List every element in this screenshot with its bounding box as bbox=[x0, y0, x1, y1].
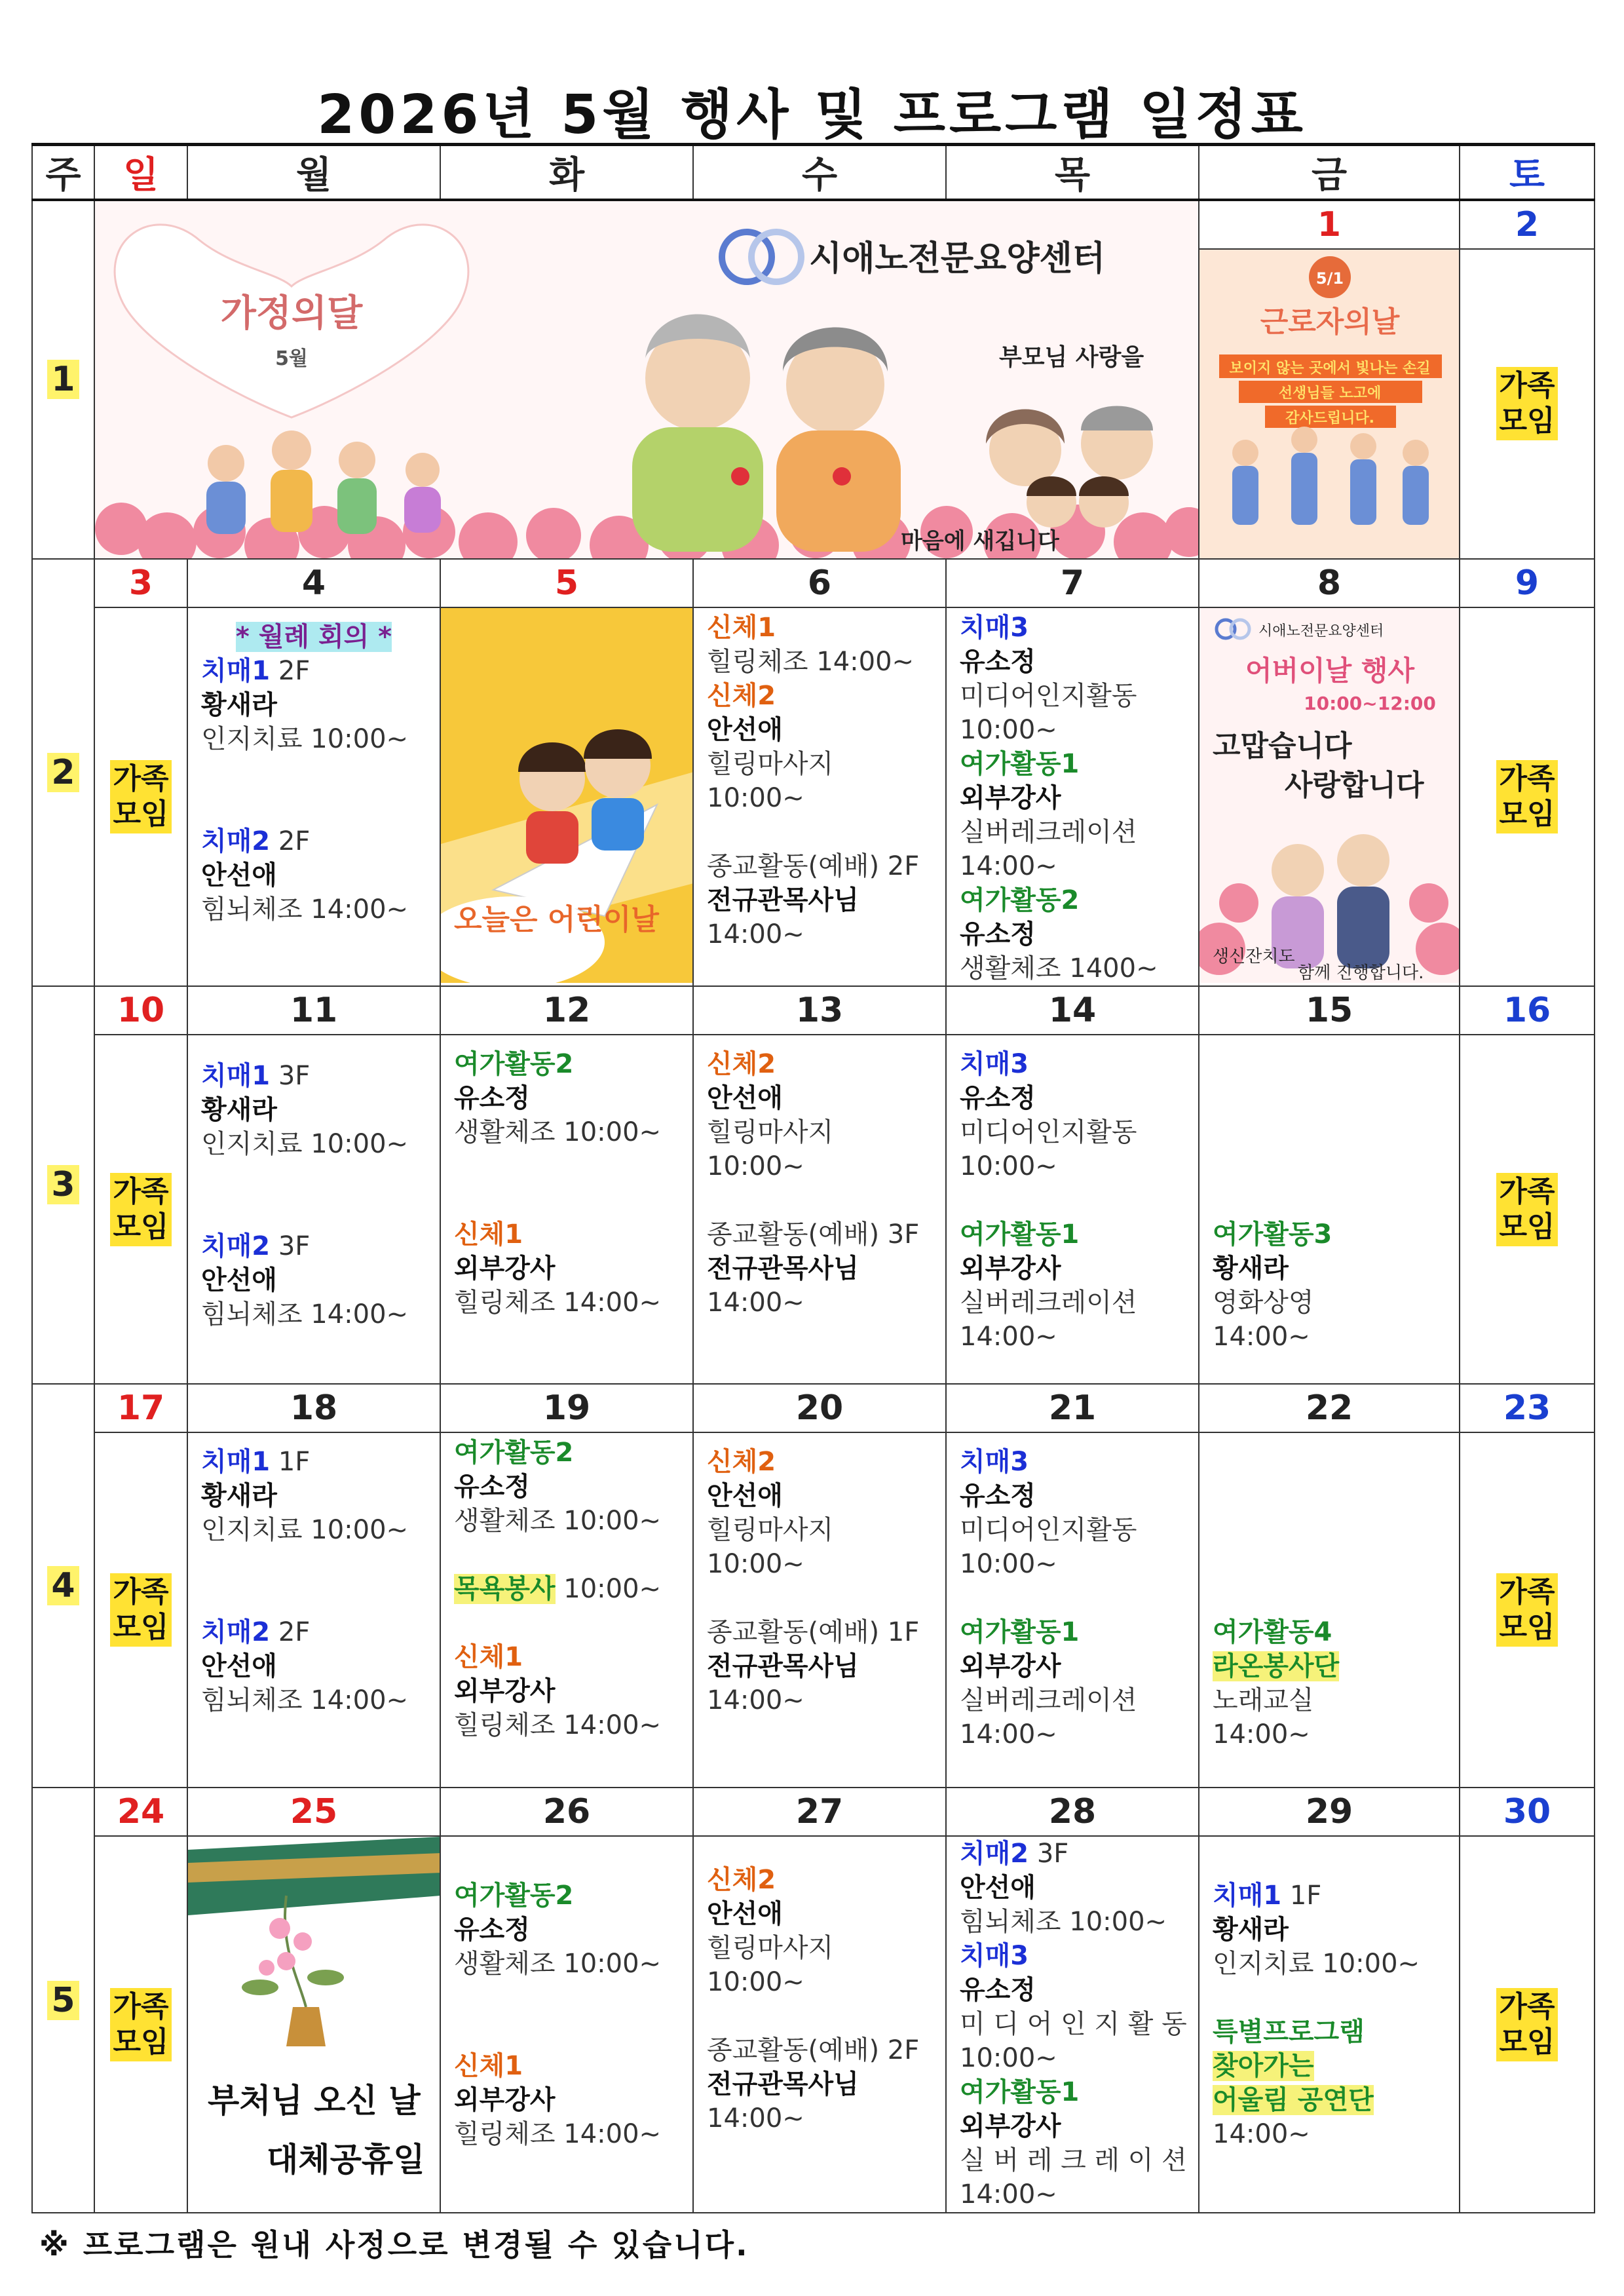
schedule-may-14: 치매3 유소정 미디어인지활동 10:00~ 여가활동1 외부강사 실버레크레이션 14:00~ bbox=[946, 1035, 1199, 1384]
parents-day-poster bbox=[1199, 608, 1459, 986]
week-number-3: 3 bbox=[32, 986, 94, 1384]
date-may-4: 4 bbox=[187, 559, 440, 607]
date-may-7: 7 bbox=[946, 559, 1199, 607]
weekday-header-row bbox=[32, 145, 1595, 201]
week-number-4: 4 bbox=[32, 1384, 94, 1788]
svg-text:마음에 새깁니다: 마음에 새깁니다 bbox=[901, 528, 1059, 555]
labor-day-poster bbox=[1199, 250, 1459, 558]
date-may-18: 18 bbox=[187, 1384, 440, 1432]
svg-text:어버이날 행사: 어버이날 행사 bbox=[1245, 654, 1415, 687]
buddha-birthday-cell bbox=[187, 1836, 440, 2213]
schedule-may-26: 여가활동2 유소정 생활체조 10:00~ 신체1 외부강사 힐링체조 14:00~ bbox=[440, 1836, 693, 2213]
schedule-may-21: 치매3 유소정 미디어인지활동 10:00~ 여가활동1 외부강사 실버레크레이션 14:00~ bbox=[946, 1432, 1199, 1788]
date-may-8: 8 bbox=[1199, 559, 1460, 607]
family-gathering-w2-sun: 가족 모임 bbox=[94, 607, 187, 987]
schedule-may-20: 신체2 안선애 힐링마사지 10:00~ 종교활동(예배) 1F 전규관목사님 14:00~ bbox=[693, 1432, 946, 1788]
week-number-2: 2 bbox=[32, 559, 94, 987]
raon-volunteer-label: 라온봉사단 bbox=[1213, 1651, 1340, 1681]
date-may-16: 16 bbox=[1460, 986, 1595, 1035]
schedule-may-4: * 월례 회의 * 치매1 2F 황새라 인지치료 10:00~ 치매2 2F 안선애 힘뇌체조 14:00~ bbox=[187, 607, 440, 987]
date-may-5: 5 bbox=[440, 559, 693, 607]
family-gathering-w2-sat: 가족 모임 bbox=[1460, 607, 1595, 987]
footer-note: ※ 프로그램은 원내 사정으로 변경될 수 있습니다. bbox=[39, 2227, 749, 2263]
banner-artwork bbox=[95, 201, 1198, 558]
date-may-6: 6 bbox=[693, 559, 946, 607]
svg-text:감사드립니다.: 감사드립니다. bbox=[1285, 410, 1374, 427]
week1-date-row bbox=[32, 200, 1595, 249]
svg-text:근로자의날: 근로자의날 bbox=[1260, 305, 1400, 339]
date-may-12: 12 bbox=[440, 986, 693, 1035]
date-may-24: 24 bbox=[94, 1788, 187, 1836]
svg-text:고맙습니다: 고맙습니다 bbox=[1213, 729, 1352, 763]
schedule-may-11: 치매1 3F 황새라 인지치료 10:00~ 치매2 3F 안선애 힘뇌체조 14:00~ bbox=[187, 1035, 440, 1384]
header-tue: 화 bbox=[440, 145, 693, 201]
header-mon: 월 bbox=[187, 145, 440, 201]
svg-text:오늘은 어린이날: 오늘은 어린이날 bbox=[454, 902, 659, 936]
svg-text:함께 진행합니다.: 함께 진행합니다. bbox=[1298, 963, 1424, 983]
family-gathering-w5-sat: 가족 모임 bbox=[1460, 1836, 1595, 2213]
date-may-17: 17 bbox=[94, 1384, 187, 1432]
parents-day-cell bbox=[1199, 607, 1460, 987]
svg-text:생신잔치도: 생신잔치도 bbox=[1213, 946, 1295, 966]
svg-text:선생님들 노고에: 선생님들 노고에 bbox=[1278, 385, 1382, 402]
family-gathering-w3-sun: 가족 모임 bbox=[94, 1035, 187, 1384]
svg-text:부처님 오신 날: 부처님 오신 날 bbox=[208, 2081, 421, 2120]
svg-text:시애노전문요양센터: 시애노전문요양센터 bbox=[809, 239, 1106, 279]
labor-day-cell bbox=[1199, 249, 1460, 558]
schedule-may-12: 여가활동2 유소정 생활체조 10:00~ 신체1 외부강사 힐링체조 14:00~ bbox=[440, 1035, 693, 1384]
date-may-3: 3 bbox=[94, 559, 187, 607]
date-may-10: 10 bbox=[94, 986, 187, 1035]
schedule-may-22: 여가활동4 라온봉사단 노래교실 14:00~ bbox=[1199, 1432, 1460, 1788]
schedule-may-18: 치매1 1F 황새라 인지치료 10:00~ 치매2 2F 안선애 힘뇌체조 14:00~ bbox=[187, 1432, 440, 1788]
week2-content-row bbox=[32, 607, 1595, 987]
week5-content-row bbox=[32, 1836, 1595, 2213]
buddha-birthday-poster bbox=[188, 1837, 440, 2212]
date-may-26: 26 bbox=[440, 1788, 693, 1836]
svg-text:5월: 5월 bbox=[275, 347, 308, 371]
header-week: 주 bbox=[32, 145, 94, 201]
date-may-30: 30 bbox=[1460, 1788, 1595, 1836]
svg-text:시애노전문요양센터: 시애노전문요양센터 bbox=[1258, 622, 1384, 640]
date-may-27: 27 bbox=[693, 1788, 946, 1836]
date-may-13: 13 bbox=[693, 986, 946, 1035]
date-may-1: 1 bbox=[1199, 200, 1460, 249]
week4-content-row bbox=[32, 1432, 1595, 1788]
family-month-banner bbox=[94, 200, 1199, 559]
svg-text:5/1: 5/1 bbox=[1315, 269, 1344, 288]
schedule-may-15: 여가활동3 황새라 영화상영 14:00~ bbox=[1199, 1035, 1460, 1384]
family-month-illustration bbox=[95, 201, 1198, 558]
svg-text:보이지 않는 곳에서 빛나는 손길: 보이지 않는 곳에서 빛나는 손길 bbox=[1229, 360, 1431, 377]
date-may-14: 14 bbox=[946, 986, 1199, 1035]
week3-content-row bbox=[32, 1035, 1595, 1384]
svg-text:부모님 사랑을: 부모님 사랑을 bbox=[999, 344, 1144, 372]
date-may-28: 28 bbox=[946, 1788, 1199, 1836]
date-may-29: 29 bbox=[1199, 1788, 1460, 1836]
schedule-may-28: 치매2 3F 안선애 힘뇌체조 10:00~ 치매3 유소정 미 디 어 인 지 활 동 10:00~ 여가활동1 외부강사 실 버 레 크 레 이 션 14:00~ bbox=[946, 1836, 1199, 2213]
week3-date-row bbox=[32, 986, 1595, 1035]
family-gathering-w4-sun: 가족 모임 bbox=[94, 1432, 187, 1788]
week-number-5: 5 bbox=[32, 1788, 94, 2213]
calendar-table bbox=[31, 143, 1595, 2213]
childrens-day-cell bbox=[440, 607, 693, 987]
schedule-may-27: 신체2 안선애 힐링마사지 10:00~ 종교활동(예배) 2F 전규관목사님 14:00~ bbox=[693, 1836, 946, 2213]
date-may-11: 11 bbox=[187, 986, 440, 1035]
svg-text:사랑합니다: 사랑합니다 bbox=[1285, 768, 1424, 802]
svg-text:가정의달: 가정의달 bbox=[220, 292, 363, 335]
date-may-9: 9 bbox=[1460, 559, 1595, 607]
week5-date-row bbox=[32, 1788, 1595, 1836]
header-sun: 일 bbox=[94, 145, 187, 201]
family-gathering-w4-sat: 가족 모임 bbox=[1460, 1432, 1595, 1788]
monthly-meeting: * 월례 회의 * bbox=[235, 621, 392, 652]
page-title: 2026년 5월 행사 및 프로그램 일정표 bbox=[317, 84, 1307, 146]
family-gathering-w5-sun: 가족 모임 bbox=[94, 1836, 187, 2213]
schedule-may-13: 신체2 안선애 힐링마사지 10:00~ 종교활동(예배) 3F 전규관목사님 14:00~ bbox=[693, 1035, 946, 1384]
childrens-day-poster bbox=[441, 608, 692, 986]
schedule-may-7: 치매3 유소정 미디어인지활동 10:00~ 여가활동1 외부강사 실버레크레이션 14:00~ 여가활동2 유소정 생활체조 1400~ bbox=[946, 607, 1199, 987]
svg-text:대체공휴일: 대체공휴일 bbox=[267, 2140, 425, 2179]
header-fri: 금 bbox=[1199, 145, 1460, 201]
bath-volunteer-label: 목욕봉사 bbox=[454, 1573, 556, 1604]
date-may-23: 23 bbox=[1460, 1384, 1595, 1432]
header-thu: 목 bbox=[946, 145, 1199, 201]
date-may-25: 25 bbox=[187, 1788, 440, 1836]
week4-date-row bbox=[32, 1384, 1595, 1432]
date-may-21: 21 bbox=[946, 1384, 1199, 1432]
header-wed: 수 bbox=[693, 145, 946, 201]
schedule-may-6: 신체1 힐링체조 14:00~ 신체2 안선애 힐링마사지 10:00~ 종교활동(예배) 2F 전규관목사님 14:00~ bbox=[693, 607, 946, 987]
date-may-22: 22 bbox=[1199, 1384, 1460, 1432]
schedule-may-19: 여가활동2 유소정 생활체조 10:00~ 목욕봉사 10:00~ 신체1 외부강사 힐링체조 14:00~ bbox=[440, 1432, 693, 1788]
svg-text:10:00~12:00: 10:00~12:00 bbox=[1304, 692, 1436, 714]
date-may-15: 15 bbox=[1199, 986, 1460, 1035]
date-may-19: 19 bbox=[440, 1384, 693, 1432]
date-may-20: 20 bbox=[693, 1384, 946, 1432]
week2-date-row bbox=[32, 559, 1595, 607]
family-gathering-w3-sat: 가족 모임 bbox=[1460, 1035, 1595, 1384]
week-number-1: 1 bbox=[32, 200, 94, 559]
schedule-may-29: 치매1 1F 황새라 인지치료 10:00~ 특별프로그램 찾아가는 어울림 공연단 14:00~ bbox=[1199, 1836, 1460, 2213]
family-gathering-w1: 가족 모임 bbox=[1460, 249, 1595, 558]
header-sat: 토 bbox=[1460, 145, 1595, 201]
date-may-2: 2 bbox=[1460, 200, 1595, 249]
